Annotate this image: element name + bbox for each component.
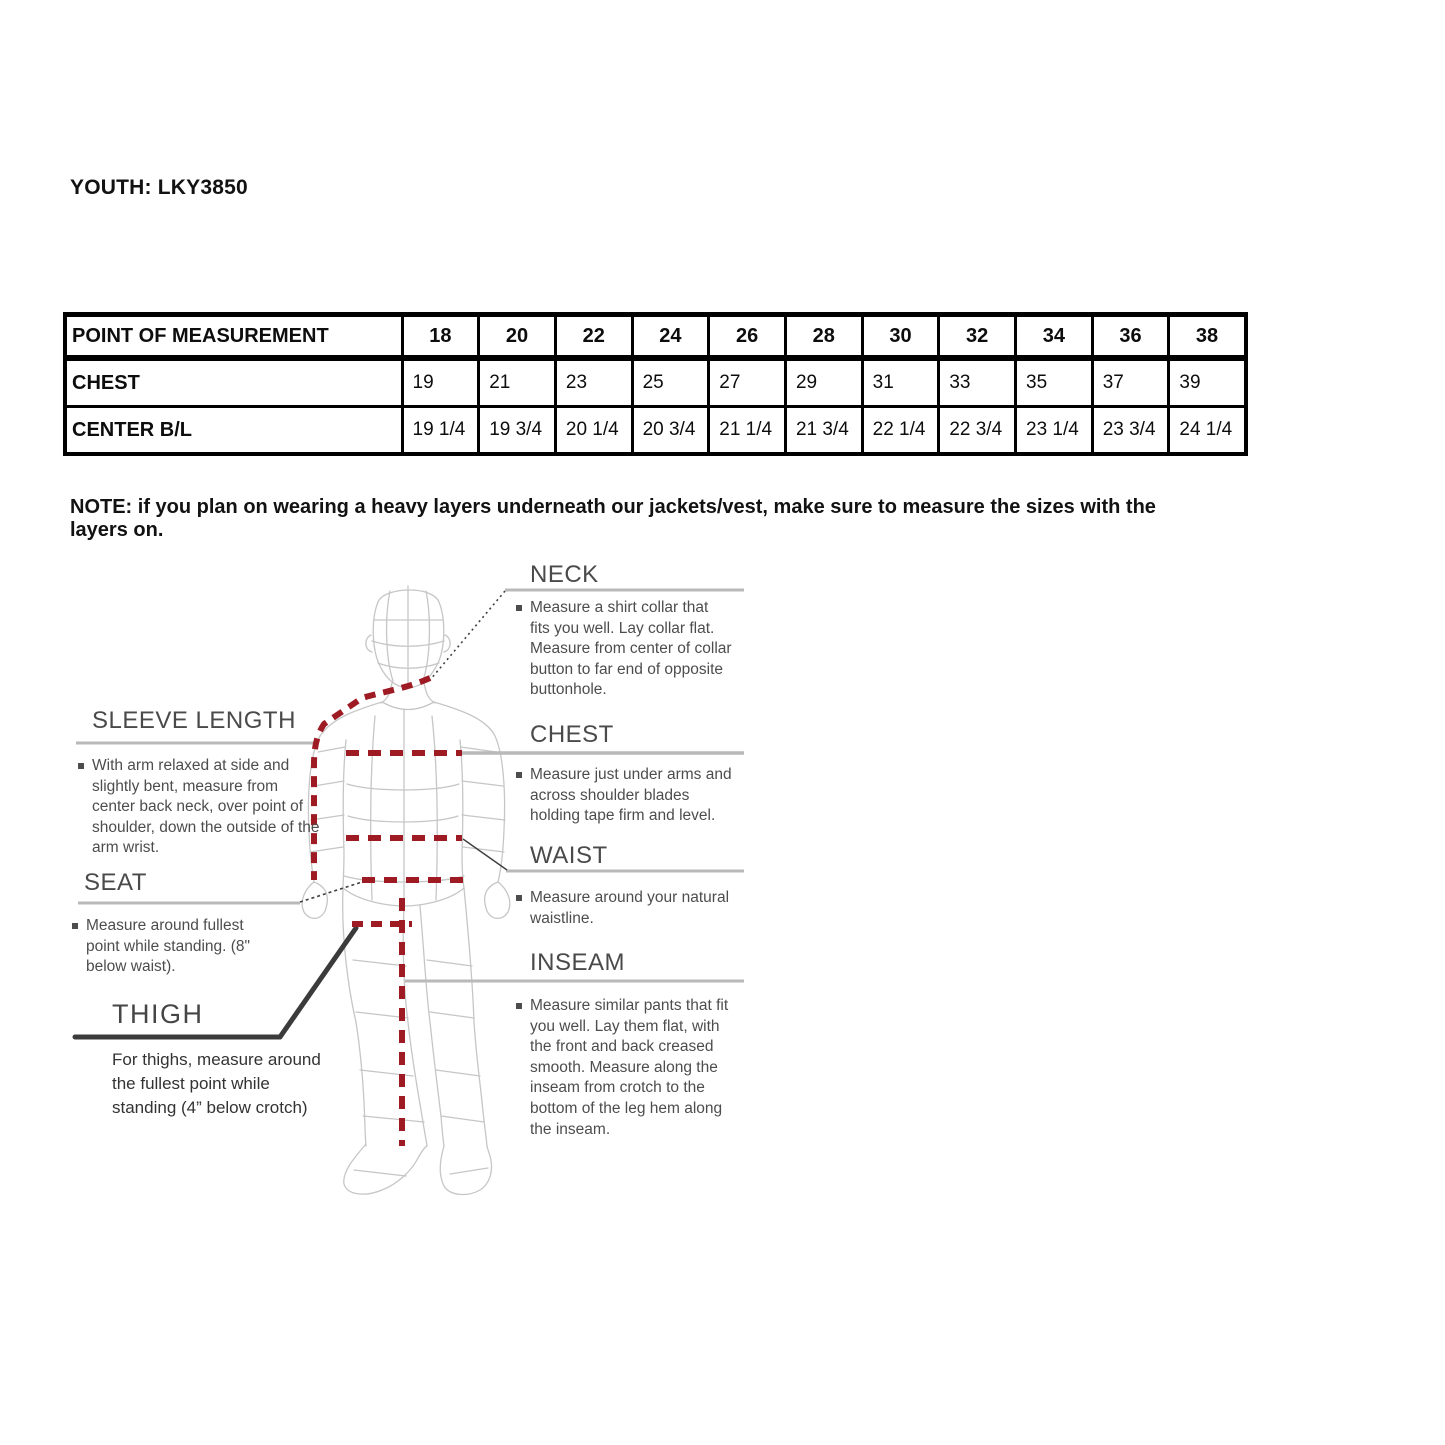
size-cell: 23 3/4 [1092, 407, 1169, 455]
seat-pointer-line [300, 882, 362, 902]
size-cell: 25 [632, 358, 709, 407]
note-text: NOTE: if you plan on wearing a heavy layers underneath our jackets/vest, make sure to measure the sizes with the layers on. [70, 496, 1156, 541]
waist-pointer-line [463, 839, 507, 870]
size-cell: 33 [939, 358, 1016, 407]
size-cell: 31 [862, 358, 939, 407]
chest-label: CHEST [530, 721, 614, 748]
size-cell: 20 1/4 [555, 407, 632, 455]
bullet-icon [78, 763, 84, 769]
column-header-size: 32 [939, 315, 1016, 359]
table-row-chest [65, 358, 1246, 407]
size-cell: 21 3/4 [785, 407, 862, 455]
neck-pointer-line [430, 591, 505, 680]
seat-instructions: Measure around fullest point while standing. (8" below waist). [72, 916, 272, 978]
row-label: CHEST [65, 358, 402, 407]
waist-instructions: Measure around your natural waistline. [516, 888, 732, 929]
thigh-instructions: For thighs, measure around the fullest point while standing (4” below crotch) [112, 1050, 321, 1118]
size-cell: 21 1/4 [709, 407, 786, 455]
column-header-size: 18 [402, 315, 479, 359]
measurement-diagram [60, 540, 780, 1220]
page-title: YOUTH: LKY3850 [70, 176, 248, 199]
thigh-label: THIGH [112, 999, 204, 1029]
size-cell: 19 1/4 [402, 407, 479, 455]
thigh-pointer-line [280, 928, 356, 1037]
size-cell: 29 [785, 358, 862, 407]
size-cell: 19 [402, 358, 479, 407]
column-header-size: 38 [1169, 315, 1246, 359]
size-cell: 20 3/4 [632, 407, 709, 455]
column-header-size: 22 [555, 315, 632, 359]
bullet-icon [516, 1003, 522, 1009]
column-header-size: 34 [1016, 315, 1093, 359]
size-table [63, 312, 1248, 456]
neck-label: NECK [530, 561, 599, 588]
neck-instructions: Measure a shirt collar that fits you well. Lay collar flat. Measure from center of collar button to far end of opposite buttonhole. [516, 598, 732, 701]
size-cell: 19 3/4 [479, 407, 556, 455]
column-header-size: 20 [479, 315, 556, 359]
bullet-icon [516, 772, 522, 778]
bullet-icon [516, 895, 522, 901]
bullet-icon [516, 605, 522, 611]
size-cell: 27 [709, 358, 786, 407]
size-cell: 22 1/4 [862, 407, 939, 455]
column-header-size: 26 [709, 315, 786, 359]
table-row-center-bl [65, 407, 1246, 455]
sleeve-length-instructions: With arm relaxed at side and slightly bent, measure from center back neck, over point of shoulder, down the outside of the arm wrist. [78, 756, 323, 859]
table-header-row [65, 315, 1246, 359]
column-header-size: 30 [862, 315, 939, 359]
size-cell: 39 [1169, 358, 1246, 407]
inseam-instructions: Measure similar pants that fit you well. Lay them flat, with the front and back creased smooth. Measure along the inseam from crotch to the bottom of the leg hem along the inseam. [516, 996, 736, 1140]
waist-label: WAIST [530, 842, 608, 869]
size-cell: 22 3/4 [939, 407, 1016, 455]
figure-wireframe [302, 586, 510, 1195]
chest-instructions: Measure just under arms and across shoulder blades holding tape firm and level. [516, 765, 732, 827]
size-cell: 37 [1092, 358, 1169, 407]
size-cell: 35 [1016, 358, 1093, 407]
seat-label: SEAT [84, 869, 147, 896]
bullet-icon [72, 923, 78, 929]
column-header-size: 24 [632, 315, 709, 359]
row-label: CENTER B/L [65, 407, 402, 455]
column-header-size: 36 [1092, 315, 1169, 359]
sleeve-length-label: SLEEVE LENGTH [92, 707, 296, 734]
size-cell: 21 [479, 358, 556, 407]
size-cell: 23 [555, 358, 632, 407]
size-cell: 23 1/4 [1016, 407, 1093, 455]
inseam-label: INSEAM [530, 949, 626, 976]
column-header-size: 28 [785, 315, 862, 359]
column-header-point-of-measurement: POINT OF MEASUREMENT [65, 315, 402, 359]
size-cell: 24 1/4 [1169, 407, 1246, 455]
